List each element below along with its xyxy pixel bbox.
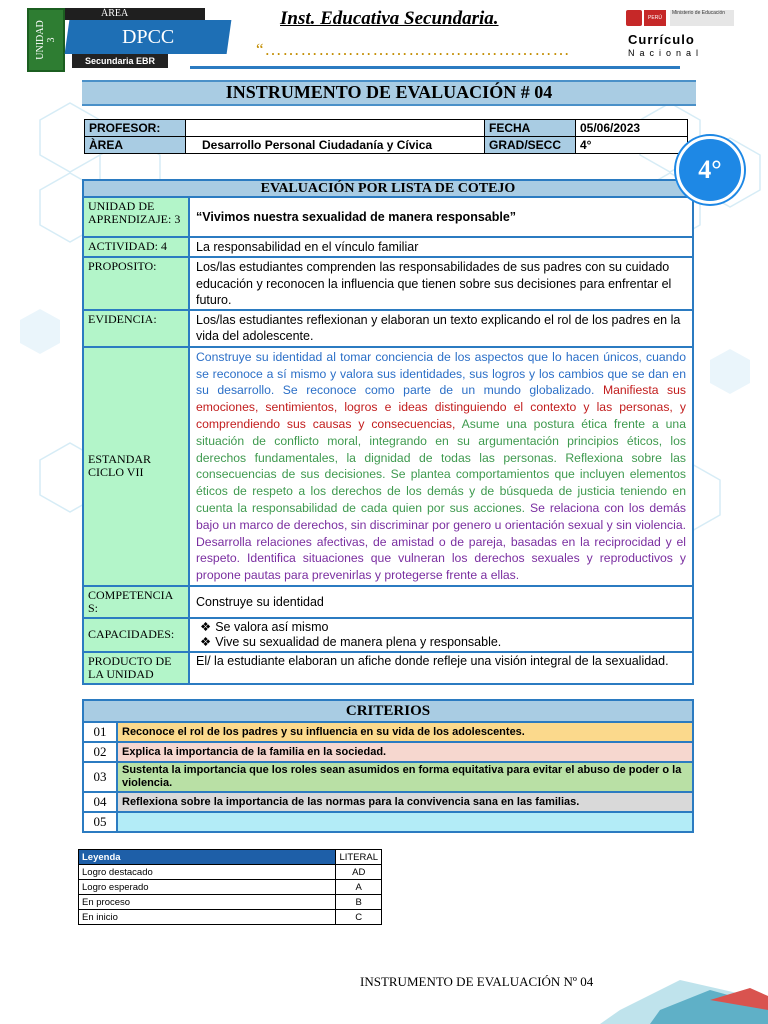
proposito-label: PROPOSITO: <box>83 257 189 310</box>
capacidades-list <box>189 618 693 652</box>
capacidad-item <box>196 620 686 635</box>
curriculo-label: Currículo <box>628 32 695 47</box>
curriculo-nacional-logo <box>626 8 736 60</box>
legend-literal: AD <box>336 865 382 880</box>
evaluation-heading: EVALUACIÓN POR LISTA DE COTEJO <box>83 180 693 197</box>
unit-tab-label: UNIDAD 3 <box>35 20 57 60</box>
proposito-row <box>83 257 693 310</box>
criterio-text: Reconoce el rol de los padres y su influencia en su vida de los adolescentes. <box>117 722 693 742</box>
area-label: ÀREA <box>85 137 186 154</box>
level-tag: Secundaria EBR <box>72 54 168 68</box>
info-table <box>84 119 688 154</box>
grado-label: GRAD/SECC <box>485 137 576 154</box>
proposito-value: Los/las estudiantes comprenden las responsabilidades de sus padres con su cuidado educación y reconocen la influencia que tienen sobre sus decisiones para enfrentar el futuro. <box>189 257 693 310</box>
area-value: Desarrollo Personal Ciudadanía y Cívica <box>186 137 485 154</box>
unit-tab <box>27 8 65 72</box>
header-divider <box>190 66 680 69</box>
legend-label: Logro esperado <box>79 880 336 895</box>
info-row <box>85 120 688 137</box>
grade-badge: 4° <box>676 136 744 204</box>
legend-literal: C <box>336 910 382 925</box>
legend-title: Leyenda <box>79 850 336 865</box>
criterios-heading-row <box>83 700 693 722</box>
criterio-row <box>83 742 693 762</box>
legend-header-row <box>79 850 382 865</box>
evidencia-label: EVIDENCIA: <box>83 310 189 347</box>
profesor-value <box>186 120 485 137</box>
peru-shield-icon <box>626 10 642 26</box>
criterio-number: 05 <box>83 812 117 832</box>
legend-row <box>79 895 382 910</box>
legend-row <box>79 910 382 925</box>
competencia-label: COMPETENCIA S: <box>83 586 189 618</box>
producto-label: PRODUCTO DE LA UNIDAD <box>83 652 189 684</box>
actividad-label: ACTIVIDAD: 4 <box>83 237 189 257</box>
nacional-label: Nacional <box>628 48 704 58</box>
legend-literal: B <box>336 895 382 910</box>
criterio-number: 01 <box>83 722 117 742</box>
document-title: INSTRUMENTO DE EVALUACIÓN # 04 <box>225 82 553 102</box>
legend-literal: A <box>336 880 382 895</box>
legend-label: En inicio <box>79 910 336 925</box>
unidad-label: UNIDAD DE APRENDIZAJE: 3 <box>83 197 189 237</box>
school-name: Inst. Educativa Secundaria. <box>280 8 499 29</box>
legend-row <box>79 865 382 880</box>
estandar-identidad-text: Construye su identidad al tomar conciencia de los aspectos que lo hacen únicos, cuando se reconoce a sí mismo y valora sus identidades, sus logros y los cambios que se dan en su desarrollo. Se reconoce como parte de un mundo globalizado. <box>196 349 686 398</box>
fecha-label: FECHA <box>485 120 576 137</box>
producto-row <box>83 652 693 684</box>
evaluation-heading-row <box>83 180 693 197</box>
actividad-value: La responsabilidad en el vínculo familiar <box>189 237 693 257</box>
criterio-number: 02 <box>83 742 117 762</box>
capacidades-label: CAPACIDADES: <box>83 618 189 652</box>
criterio-number: 04 <box>83 792 117 812</box>
literal-header: LITERAL <box>336 850 382 865</box>
estandar-etica-text: Asume una postura ética frente a una situación de conflicto moral, integrando en su argumentación principios éticos, los derechos fundamentales, la dignidad de todas las personas. Reflexiona sobre las consecuencias de sus decisiones. Se plantea comportamientos que incluyen elementos éticos de respeto a los derechos de los demás y de búsqueda de justicia teniendo en cuenta la responsabilidad de cada quien por sus acciones. <box>196 416 686 515</box>
diamond-bullet-icon: ❖ <box>200 619 212 634</box>
school-name-placeholder: “…………………………………………… <box>256 40 571 59</box>
criterio-row <box>83 792 693 812</box>
criterio-row <box>83 722 693 742</box>
legend-table <box>78 849 382 925</box>
estandar-row <box>83 347 693 586</box>
actividad-row <box>83 237 693 257</box>
evidencia-value: Los/las estudiantes reflexionan y elaboran un texto explicando el rol de los padres en la vida del adolescente. <box>189 310 693 347</box>
evidencia-row <box>83 310 693 347</box>
grado-value: 4° <box>576 137 688 154</box>
estandar-emociones-text: Manifiesta sus emociones, sentimientos, logros e ideas distinguiendo el contexto y las personas, y comprendiendo sus causas y consecuencias, <box>196 383 686 431</box>
evaluation-table <box>82 179 694 685</box>
footer-label: INSTRUMENTO DE EVALUACIÓN Nº 04 <box>360 974 594 989</box>
ministry-label: Ministerio de Educación <box>670 10 734 26</box>
estandar-label: ESTANDAR CICLO VII <box>83 347 189 586</box>
criterios-heading: CRITERIOS <box>83 700 693 722</box>
legend-label: En proceso <box>79 895 336 910</box>
criterio-row <box>83 812 693 832</box>
estandar-relaciones-text: Se relaciona con los demás bajo un marco de derechos, sin discriminar por genero u orientación sexual y sin violencia. Desarrolla relaciones afectivas, de amistad o de pareja, basadas en la reciprocidad y el respeto. Identifica situaciones que vulneran los derechos sexuales y reproductivos y propone pautas para prevenirlas y protegerse frente a ellas. <box>196 500 686 583</box>
area-tag: ÁREA <box>65 8 205 20</box>
course-code: DPCC <box>121 26 175 48</box>
producto-value: El/ la estudiante elaboran un afiche donde refleje una visión integral de la sexualidad. <box>189 652 693 684</box>
criterio-row <box>83 762 693 792</box>
criterio-text: Explica la importancia de la familia en la sociedad. <box>117 742 693 762</box>
profesor-label: PROFESOR: <box>85 120 186 137</box>
legend-label: Logro destacado <box>79 865 336 880</box>
course-code-box <box>65 20 232 54</box>
competencia-value: Construye su identidad <box>189 586 693 618</box>
peru-label: PERÚ <box>644 10 666 26</box>
evaluation-section <box>82 179 694 685</box>
competencia-row <box>83 586 693 618</box>
criterios-table <box>82 699 694 833</box>
criterios-section <box>82 699 694 833</box>
capacidad-text: Vive su sexualidad de manera plena y responsable. <box>215 634 502 649</box>
criterio-number: 03 <box>83 762 117 792</box>
legend-row <box>79 880 382 895</box>
capacidad-text: Se valora así mismo <box>215 619 329 634</box>
criterio-text <box>117 812 693 832</box>
capacidad-item <box>196 635 686 650</box>
estandar-value <box>189 347 693 586</box>
diamond-bullet-icon: ❖ <box>200 634 212 649</box>
capacidades-row <box>83 618 693 652</box>
criterio-text: Sustenta la importancia que los roles sean asumidos en forma equitativa para evitar el abuso de poder o la violencia. <box>117 762 693 792</box>
info-row <box>85 137 688 154</box>
unidad-value: “Vivimos nuestra sexualidad de manera responsable” <box>189 197 693 237</box>
fecha-value: 05/06/2023 <box>576 120 688 137</box>
unidad-row <box>83 197 693 237</box>
criterio-text: Reflexiona sobre la importancia de las normas para la convivencia sana en las familias. <box>117 792 693 812</box>
